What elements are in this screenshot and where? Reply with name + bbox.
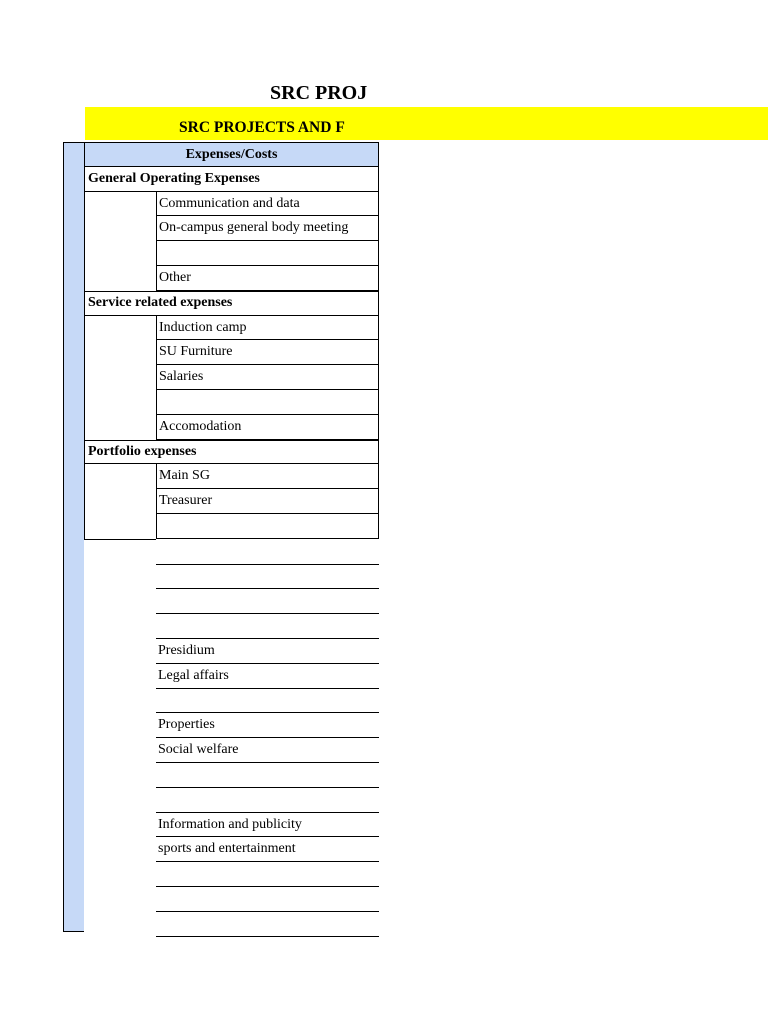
section-portfolio: Portfolio expenses <box>84 440 379 465</box>
list-item <box>156 514 379 539</box>
list-item <box>156 390 379 415</box>
expense-sheet <box>84 142 379 937</box>
list-item <box>156 763 379 788</box>
list-item: On-campus general body meeting <box>156 216 379 241</box>
list-item: sports and entertainment <box>156 837 379 862</box>
list-item: Legal affairs <box>156 664 379 689</box>
list-item <box>156 614 379 639</box>
list-item: Main SG <box>156 464 379 489</box>
list-item <box>156 912 379 937</box>
list-item: Presidium <box>156 639 379 664</box>
list-item <box>156 540 379 565</box>
list-item: Social welfare <box>156 738 379 763</box>
list-item: SU Furniture <box>156 340 379 365</box>
list-item <box>156 689 379 714</box>
page-title: SRC PROJ <box>270 82 368 104</box>
row-group-bar <box>63 142 84 932</box>
list-item: Salaries <box>156 365 379 390</box>
title-banner <box>85 107 768 140</box>
list-item <box>156 589 379 614</box>
divider <box>84 539 156 540</box>
portfolio-items <box>84 464 379 538</box>
general-items <box>84 192 379 291</box>
section-service: Service related expenses <box>84 291 379 316</box>
list-item: Other <box>156 266 379 291</box>
list-item <box>156 862 379 887</box>
list-item: Accomodation <box>156 415 379 440</box>
list-item: Induction camp <box>156 316 379 341</box>
banner-text: SRC PROJECTS AND F <box>179 119 345 136</box>
list-item <box>156 565 379 590</box>
section-general: General Operating Expenses <box>84 167 379 192</box>
list-item: Properties <box>156 713 379 738</box>
list-item: Communication and data <box>156 192 379 217</box>
list-item: Treasurer <box>156 489 379 514</box>
column-header: Expenses/Costs <box>84 142 379 167</box>
list-item: Information and publicity <box>156 813 379 838</box>
list-item <box>156 887 379 912</box>
list-item <box>156 241 379 266</box>
service-items <box>84 316 379 440</box>
list-item <box>156 788 379 813</box>
